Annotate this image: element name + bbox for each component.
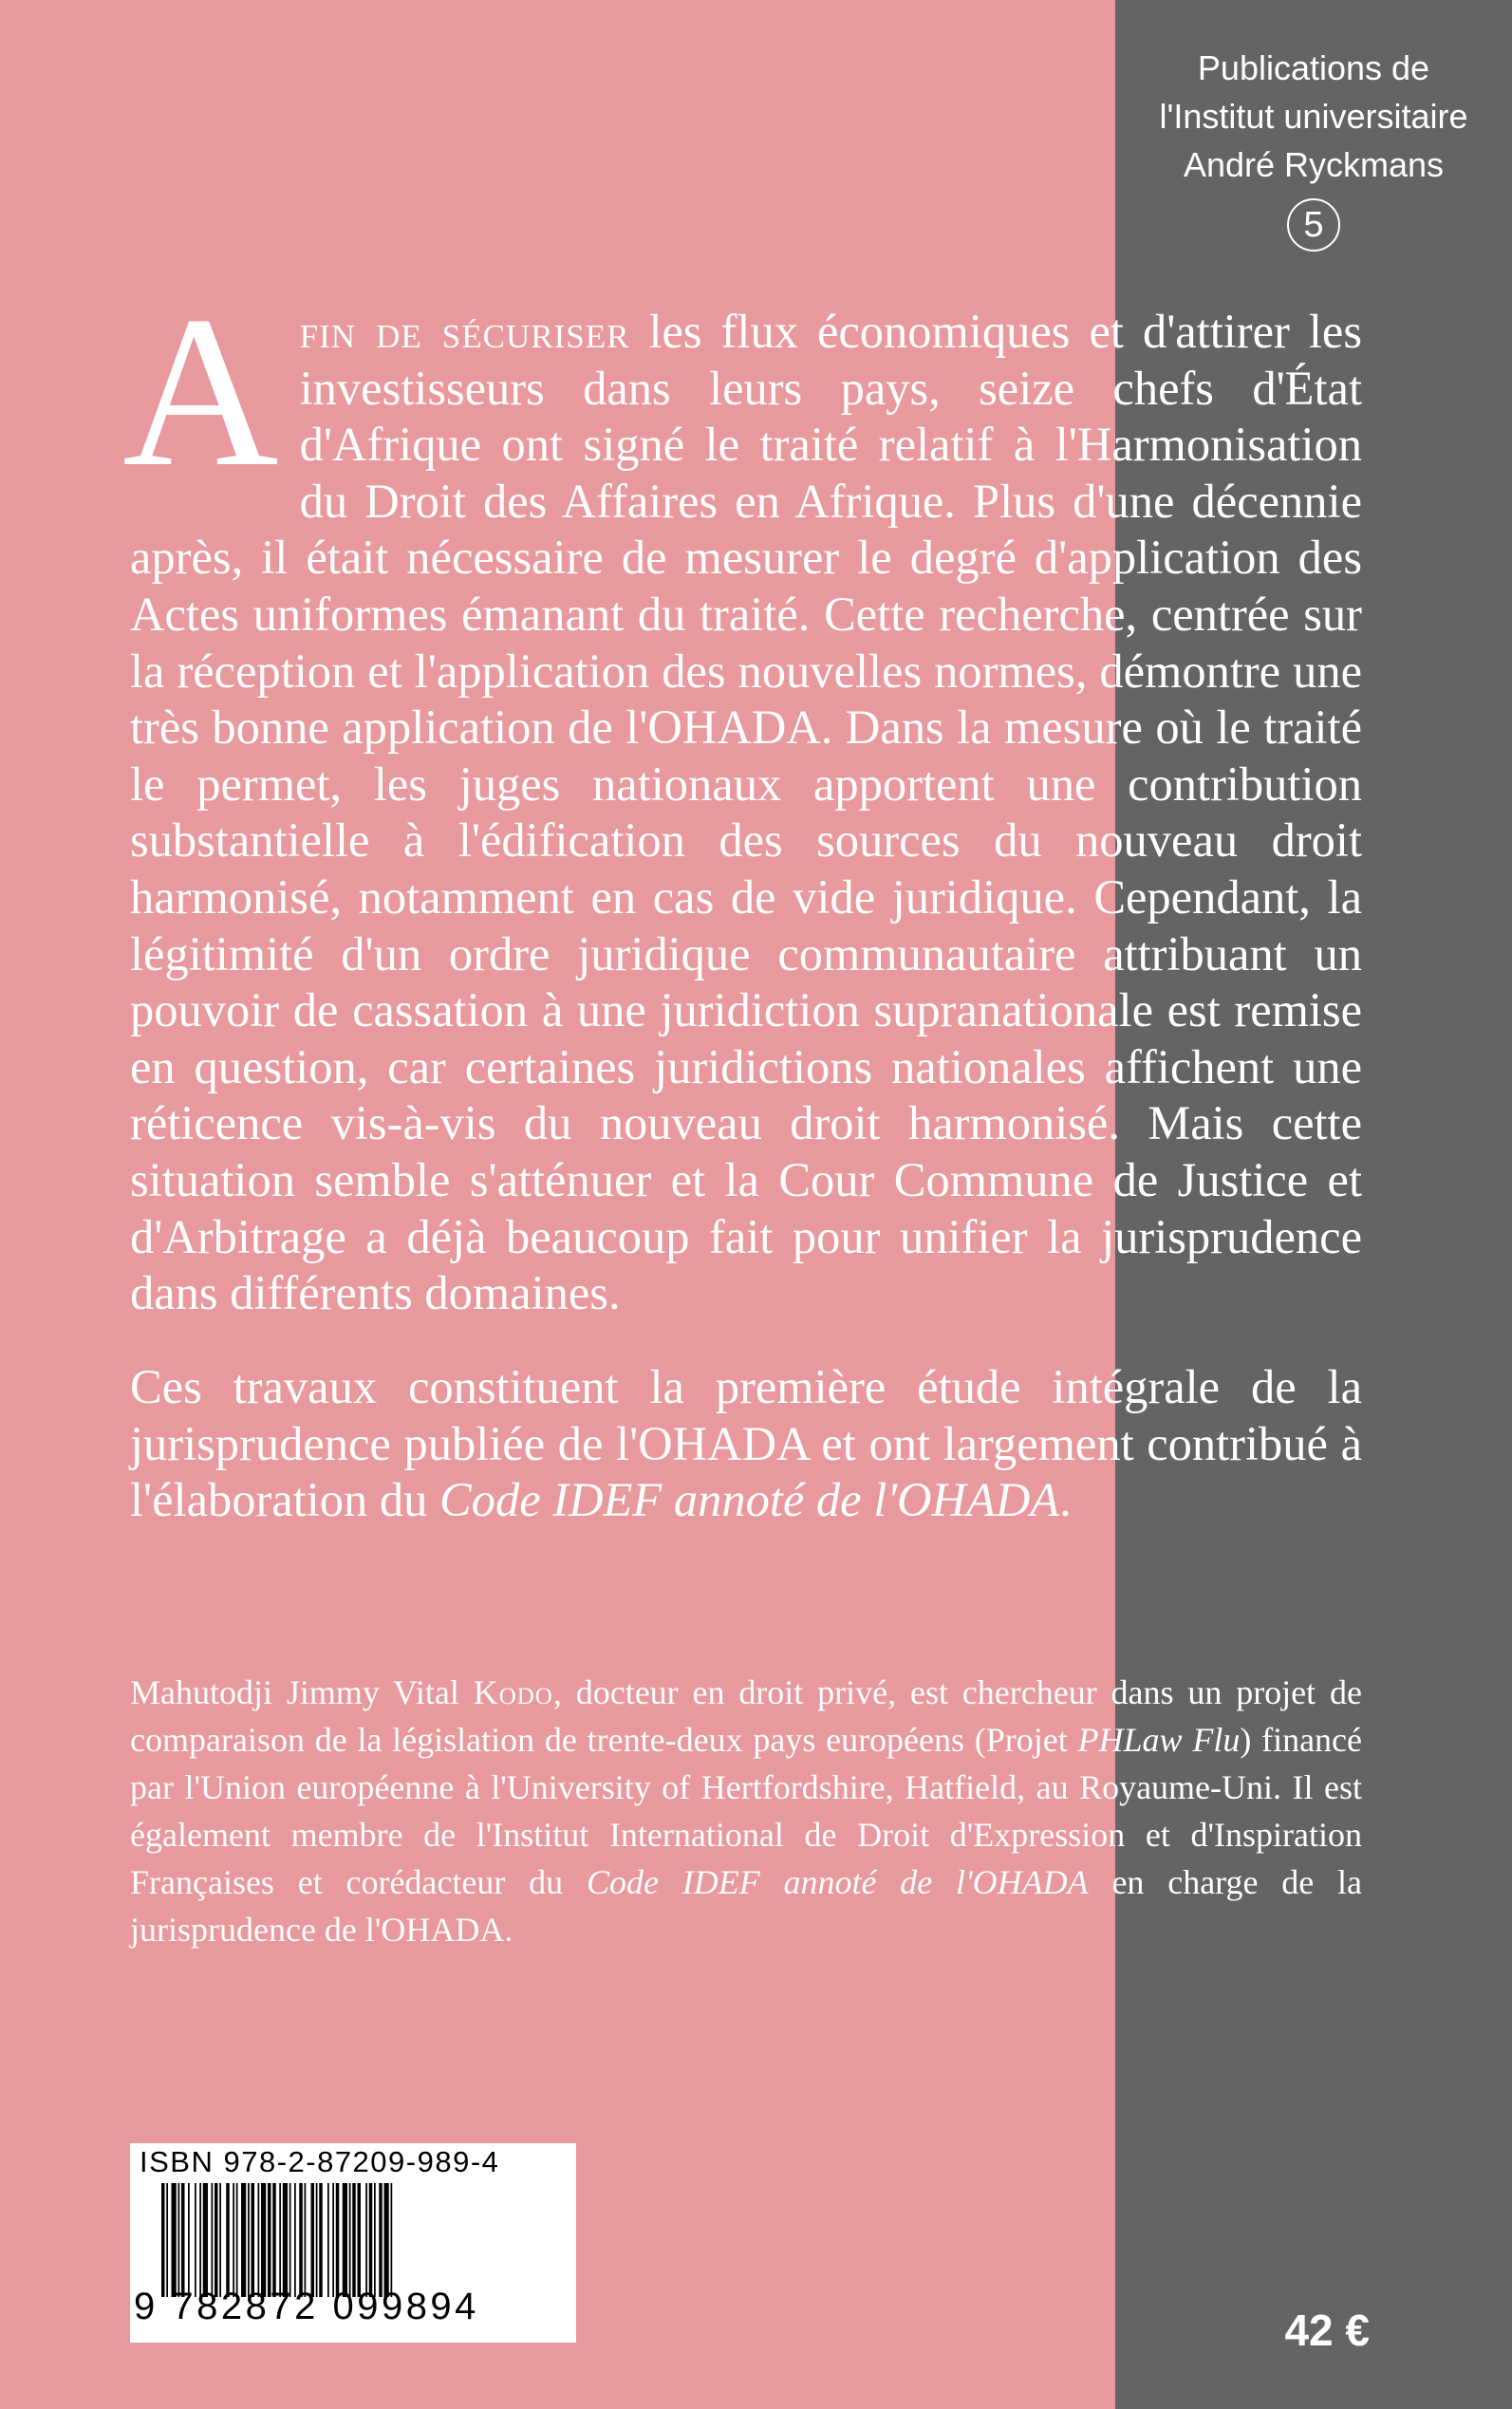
series-line-3: André Ryckmans <box>1183 145 1445 184</box>
author-surname: Kodo <box>473 1673 553 1711</box>
price-label: 42 € <box>1284 2306 1370 2355</box>
isbn-label: ISBN 978-2-87209-989-4 <box>140 2145 500 2178</box>
series-block <box>1115 44 1512 252</box>
series-number-circle: 5 <box>1287 198 1340 252</box>
bio-italic-code: Code IDEF annoté de l'OHADA <box>586 1863 1089 1901</box>
series-line-2: l'Institut universitaire <box>1159 97 1468 136</box>
ean-digits: 9 782872 099894 <box>134 2286 479 2327</box>
summary-paragraph-2 <box>130 1359 1362 1529</box>
bio-part-3: ) financé par l'Union européenne à l'University of Hertfordshire, Hatfield, au Royaume-Uni. Il est également membre de l'Institut International de Droit d'Expression et d'Inspiration Françaises et corédacteur du <box>130 1721 1363 1901</box>
series-line-1: Publications de <box>1197 48 1430 87</box>
summary-text-1: les flux économiques et d'attirer les investisseurs dans leurs pays, seize chefs d'État d'Afrique ont signé le traité relatif à l'Harmonisation du Droit des Affaires en Afrique. Plus d'une décennie après, il était nécessaire de mesurer le degré d'application des Actes uniformes émanant du traité. Cette recherche, centrée sur la réception et l'application des nouvelles normes, démontre une très bonne application de l'OHADA. Dans la mesure où le traité le permet, les juges nationaux apportent une contribution substantielle à l'édification des sources du nouveau droit harmonisé, notamment en cas de vide juridique. Cependant, la légitimité d'un ordre juridique communautaire attribuant un pouvoir de cassation à une juridiction supranationale est remise en question, car certaines juridictions nationales affichent une réticence vis-à-vis du nouveau droit harmonisé. Mais cette situation semble s'atténuer et la Cour Commune de Justice et d'Arbitrage a déjà beaucoup fait pour unifier la jurisprudence dans différents domaines. <box>130 305 1362 1320</box>
barcode-box <box>130 2143 576 2343</box>
bio-part-1: Mahutodji Jimmy Vital <box>130 1673 474 1711</box>
bio-part-4: en charge de la jurisprudence de l'OHADA. <box>130 1863 1363 1949</box>
author-bio <box>130 1669 1362 1953</box>
bio-part-2: , docteur en droit privé, est chercheur dans un projet de comparaison de la législation de trente-deux pays européens (Projet <box>130 1673 1362 1759</box>
summary-paragraph-1 <box>122 272 1362 1322</box>
barcode-icon <box>161 2183 569 2297</box>
summary-text-2a: Ces travaux constituent la première étude intégrale de la jurisprudence publiée de l'OHADA et ont largement contribué à l'élaboration du <box>130 1360 1362 1527</box>
bio-italic-project: PHLaw Flu <box>1077 1721 1241 1759</box>
lead-smallcaps: fin de sécuriser <box>299 305 630 358</box>
summary-text-2-italic: Code IDEF annoté de l'OHADA <box>439 1473 1060 1527</box>
drop-cap: A <box>122 272 279 512</box>
summary-text-2b: . <box>1059 1473 1072 1527</box>
